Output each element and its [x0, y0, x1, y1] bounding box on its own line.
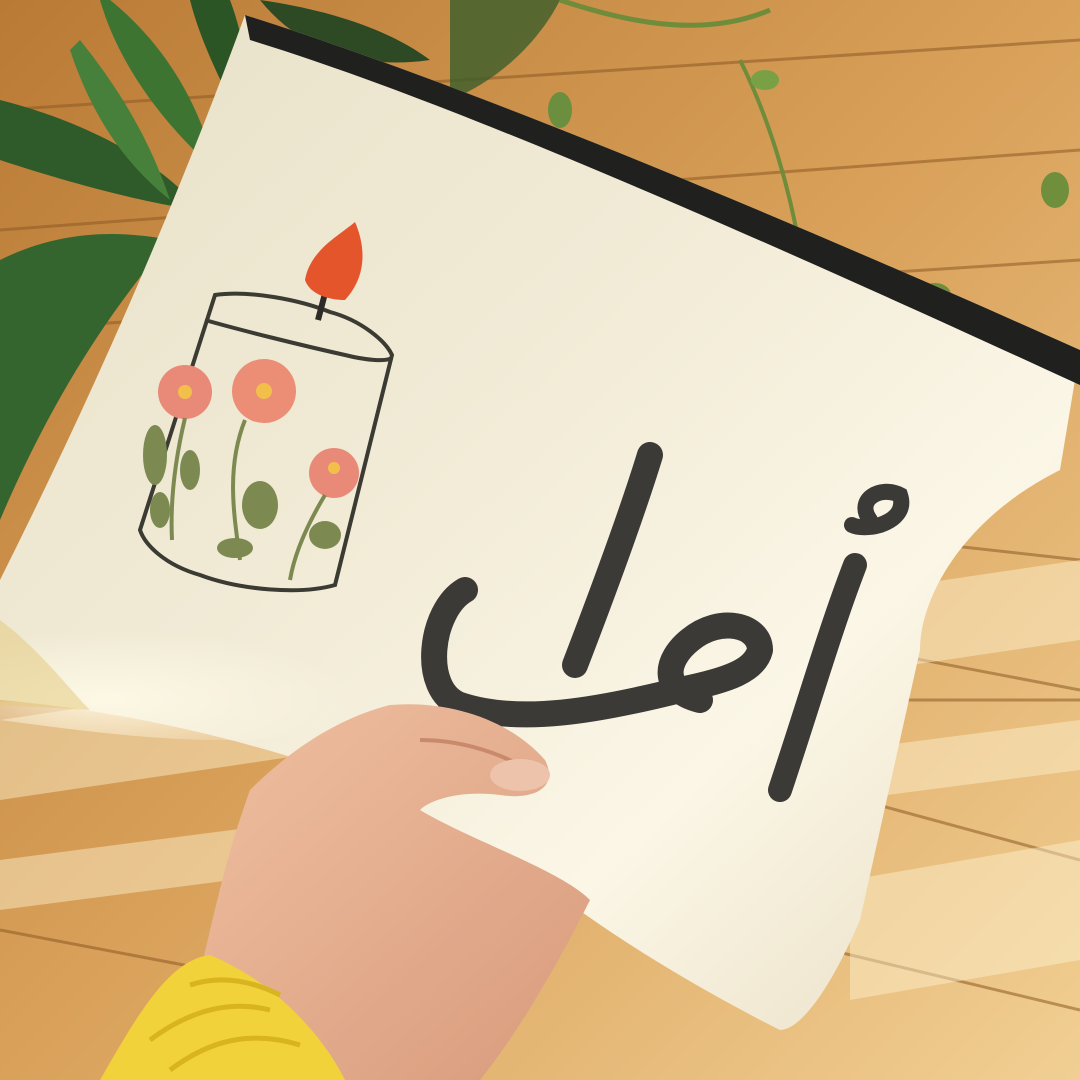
flower-icon	[309, 448, 359, 498]
thumbnail	[490, 759, 550, 791]
flower-icon	[232, 359, 296, 423]
flower-icon	[158, 365, 212, 419]
